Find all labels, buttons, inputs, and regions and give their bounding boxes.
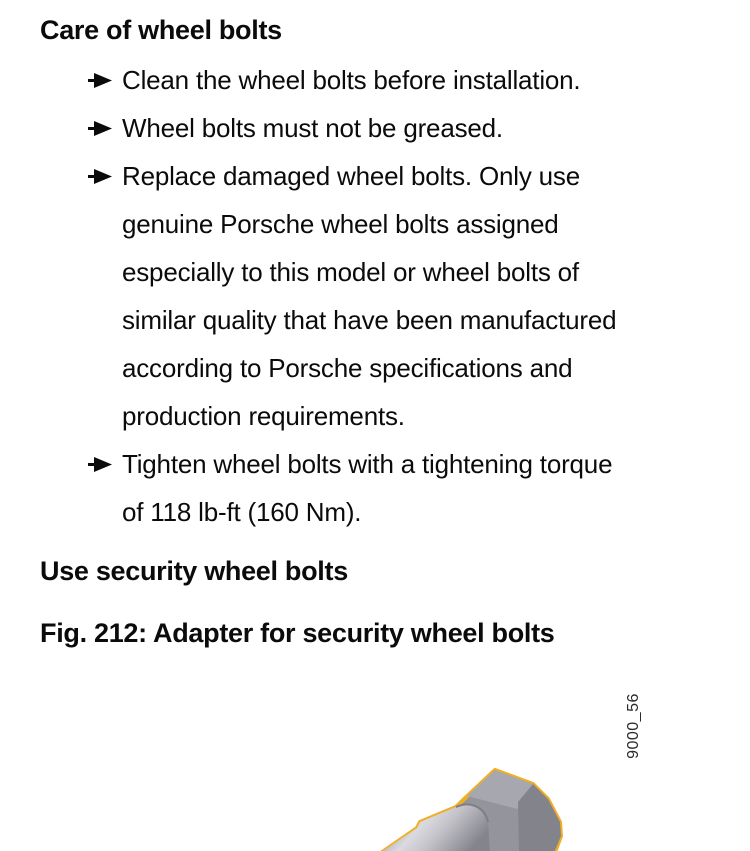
list-item: [40, 56, 720, 104]
security-wheel-bolt-adapter-illustration: [368, 762, 568, 851]
bullet-text-line: Replace damaged wheel bolts. Only use: [122, 161, 580, 191]
section-heading-care-of-wheel-bolts: Care of wheel bolts: [40, 15, 282, 45]
bullet-text-line: similar quality that have been manufactured: [122, 305, 617, 335]
bullet-text-line: genuine Porsche wheel bolts assigned: [122, 209, 559, 239]
bullet-text-line: Clean the wheel bolts before installation.: [122, 65, 581, 95]
bullet-text-line: according to Porsche specifications and: [122, 353, 573, 383]
bullet-arrow-icon: [88, 457, 112, 472]
bullet-text-line: production requirements.: [122, 401, 405, 431]
bullet-text-line: Tighten wheel bolts with a tightening torque: [122, 449, 613, 479]
list-item: [40, 440, 720, 536]
care-bullet-list: [40, 56, 720, 536]
section-heading-use-security-wheel-bolts: Use security wheel bolts: [40, 556, 348, 586]
figure-code-label: 9000_56: [625, 693, 642, 759]
page-content: [40, 0, 720, 650]
bullet-text-line: especially to this model or wheel bolts of: [122, 257, 579, 287]
bullet-text-line: Wheel bolts must not be greased.: [122, 113, 503, 143]
bullet-arrow-icon: [88, 169, 112, 184]
list-item: [40, 152, 720, 440]
bullet-arrow-icon: [88, 73, 112, 88]
bullet-arrow-icon: [88, 121, 112, 136]
figure-caption: Fig. 212: Adapter for security wheel bolts: [40, 618, 555, 648]
list-item: [40, 104, 720, 152]
bullet-text-line: of 118 lb-ft (160 Nm).: [122, 497, 362, 527]
